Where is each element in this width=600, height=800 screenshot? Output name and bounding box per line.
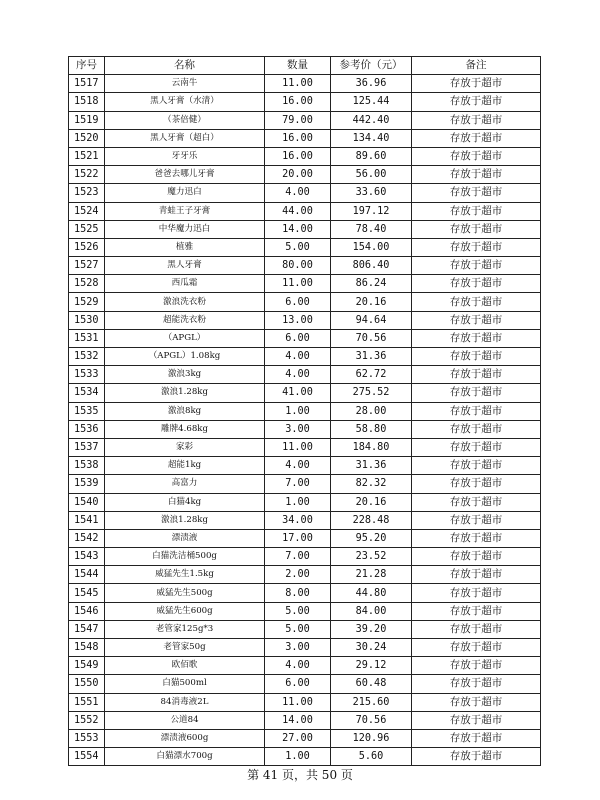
table-row	[69, 457, 541, 475]
header-name: 名称	[105, 57, 265, 75]
cell-index: 1530	[69, 311, 105, 329]
cell-remarks: 存放于超市	[412, 293, 541, 311]
cell-remarks: 存放于超市	[412, 639, 541, 657]
cell-index: 1533	[69, 366, 105, 384]
cell-index: 1542	[69, 529, 105, 547]
cell-remarks: 存放于超市	[412, 584, 541, 602]
cell-remarks: 存放于超市	[412, 329, 541, 347]
cell-name: 黑人牙膏（超白）	[105, 129, 265, 147]
cell-index: 1538	[69, 457, 105, 475]
cell-quantity: 7.00	[265, 548, 331, 566]
cell-remarks: 存放于超市	[412, 711, 541, 729]
cell-index: 1544	[69, 566, 105, 584]
cell-name: 牙牙乐	[105, 147, 265, 165]
cell-quantity: 6.00	[265, 293, 331, 311]
cell-name: 白猫漂水700g	[105, 748, 265, 766]
cell-name: 魔力迅白	[105, 184, 265, 202]
table-row	[69, 129, 541, 147]
cell-remarks: 存放于超市	[412, 620, 541, 638]
cell-index: 1528	[69, 275, 105, 293]
cell-reference-price: 442.40	[331, 111, 412, 129]
cell-reference-price: 5.60	[331, 748, 412, 766]
cell-quantity: 6.00	[265, 329, 331, 347]
cell-index: 1553	[69, 729, 105, 747]
cell-remarks: 存放于超市	[412, 402, 541, 420]
table-row	[69, 275, 541, 293]
cell-index: 1543	[69, 548, 105, 566]
cell-reference-price: 44.80	[331, 584, 412, 602]
cell-quantity: 79.00	[265, 111, 331, 129]
cell-name: 老管家125g*3	[105, 620, 265, 638]
header-remarks: 备注	[412, 57, 541, 75]
cell-reference-price: 275.52	[331, 384, 412, 402]
cell-name: 欧佰歌	[105, 657, 265, 675]
cell-reference-price: 30.24	[331, 639, 412, 657]
cell-reference-price: 184.80	[331, 438, 412, 456]
table-row	[69, 729, 541, 747]
cell-remarks: 存放于超市	[412, 147, 541, 165]
cell-name: 超能洗衣粉	[105, 311, 265, 329]
cell-reference-price: 228.48	[331, 511, 412, 529]
header-row	[69, 57, 541, 75]
cell-name: 激浪洗衣粉	[105, 293, 265, 311]
cell-name: 84消毒液2L	[105, 693, 265, 711]
cell-name: 公道84	[105, 711, 265, 729]
cell-index: 1521	[69, 147, 105, 165]
table-row	[69, 493, 541, 511]
cell-reference-price: 31.36	[331, 457, 412, 475]
cell-reference-price: 154.00	[331, 238, 412, 256]
table-row	[69, 402, 541, 420]
cell-name: （APGL）	[105, 329, 265, 347]
cell-index: 1554	[69, 748, 105, 766]
cell-remarks: 存放于超市	[412, 548, 541, 566]
cell-quantity: 5.00	[265, 238, 331, 256]
cell-remarks: 存放于超市	[412, 202, 541, 220]
inventory-table	[68, 56, 541, 766]
cell-name: （APGL）1.08kg	[105, 348, 265, 366]
cell-name: 激浪8kg	[105, 402, 265, 420]
cell-index: 1536	[69, 420, 105, 438]
cell-quantity: 11.00	[265, 75, 331, 93]
cell-remarks: 存放于超市	[412, 166, 541, 184]
cell-quantity: 14.00	[265, 220, 331, 238]
cell-name: 白猫500ml	[105, 675, 265, 693]
cell-quantity: 4.00	[265, 348, 331, 366]
cell-quantity: 5.00	[265, 620, 331, 638]
cell-index: 1547	[69, 620, 105, 638]
table-row	[69, 329, 541, 347]
table-row	[69, 311, 541, 329]
cell-reference-price: 20.16	[331, 293, 412, 311]
cell-quantity: 2.00	[265, 566, 331, 584]
cell-index: 1540	[69, 493, 105, 511]
cell-name: 雕牌4.68kg	[105, 420, 265, 438]
table-row	[69, 602, 541, 620]
cell-index: 1532	[69, 348, 105, 366]
cell-index: 1552	[69, 711, 105, 729]
cell-remarks: 存放于超市	[412, 311, 541, 329]
cell-name: 威猛先生600g	[105, 602, 265, 620]
cell-quantity: 6.00	[265, 675, 331, 693]
table-row	[69, 475, 541, 493]
cell-index: 1539	[69, 475, 105, 493]
table-row	[69, 620, 541, 638]
cell-reference-price: 125.44	[331, 93, 412, 111]
table-row	[69, 166, 541, 184]
cell-remarks: 存放于超市	[412, 75, 541, 93]
cell-name: 超能1kg	[105, 457, 265, 475]
cell-index: 1550	[69, 675, 105, 693]
cell-reference-price: 70.56	[331, 711, 412, 729]
table-row	[69, 384, 541, 402]
cell-remarks: 存放于超市	[412, 93, 541, 111]
table-row	[69, 202, 541, 220]
cell-name: 黑人牙膏	[105, 257, 265, 275]
cell-quantity: 17.00	[265, 529, 331, 547]
cell-quantity: 4.00	[265, 366, 331, 384]
cell-name: 青蛙王子牙膏	[105, 202, 265, 220]
cell-remarks: 存放于超市	[412, 384, 541, 402]
cell-name: 黑人牙膏（水清）	[105, 93, 265, 111]
table-row	[69, 748, 541, 766]
cell-index: 1519	[69, 111, 105, 129]
cell-quantity: 4.00	[265, 457, 331, 475]
cell-reference-price: 33.60	[331, 184, 412, 202]
cell-reference-price: 134.40	[331, 129, 412, 147]
cell-reference-price: 215.60	[331, 693, 412, 711]
cell-quantity: 1.00	[265, 493, 331, 511]
cell-reference-price: 56.00	[331, 166, 412, 184]
cell-index: 1548	[69, 639, 105, 657]
cell-index: 1546	[69, 602, 105, 620]
cell-reference-price: 29.12	[331, 657, 412, 675]
cell-remarks: 存放于超市	[412, 366, 541, 384]
cell-reference-price: 62.72	[331, 366, 412, 384]
table-row	[69, 548, 541, 566]
cell-quantity: 16.00	[265, 147, 331, 165]
table-row	[69, 220, 541, 238]
cell-remarks: 存放于超市	[412, 420, 541, 438]
cell-reference-price: 86.24	[331, 275, 412, 293]
cell-reference-price: 39.20	[331, 620, 412, 638]
cell-remarks: 存放于超市	[412, 220, 541, 238]
cell-name: 老管家50g	[105, 639, 265, 657]
cell-reference-price: 70.56	[331, 329, 412, 347]
header-reference-price: 参考价（元）	[331, 57, 412, 75]
cell-remarks: 存放于超市	[412, 184, 541, 202]
cell-reference-price: 60.48	[331, 675, 412, 693]
table-row	[69, 348, 541, 366]
cell-remarks: 存放于超市	[412, 657, 541, 675]
table-row	[69, 93, 541, 111]
cell-quantity: 11.00	[265, 693, 331, 711]
table-row	[69, 238, 541, 256]
cell-reference-price: 21.28	[331, 566, 412, 584]
cell-quantity: 3.00	[265, 639, 331, 657]
cell-quantity: 5.00	[265, 602, 331, 620]
cell-name: 西瓜霜	[105, 275, 265, 293]
cell-name: 高富力	[105, 475, 265, 493]
cell-remarks: 存放于超市	[412, 493, 541, 511]
cell-remarks: 存放于超市	[412, 238, 541, 256]
cell-quantity: 3.00	[265, 420, 331, 438]
cell-remarks: 存放于超市	[412, 275, 541, 293]
cell-index: 1551	[69, 693, 105, 711]
cell-index: 1549	[69, 657, 105, 675]
cell-reference-price: 84.00	[331, 602, 412, 620]
cell-remarks: 存放于超市	[412, 129, 541, 147]
cell-remarks: 存放于超市	[412, 511, 541, 529]
cell-index: 1535	[69, 402, 105, 420]
cell-index: 1527	[69, 257, 105, 275]
cell-remarks: 存放于超市	[412, 675, 541, 693]
cell-quantity: 16.00	[265, 129, 331, 147]
cell-index: 1525	[69, 220, 105, 238]
cell-remarks: 存放于超市	[412, 693, 541, 711]
header-quantity: 数量	[265, 57, 331, 75]
cell-reference-price: 23.52	[331, 548, 412, 566]
table-row	[69, 147, 541, 165]
cell-name: 激浪3kg	[105, 366, 265, 384]
table-row	[69, 511, 541, 529]
cell-quantity: 11.00	[265, 275, 331, 293]
cell-name: 家彩	[105, 438, 265, 456]
cell-quantity: 1.00	[265, 748, 331, 766]
cell-index: 1524	[69, 202, 105, 220]
cell-reference-price: 95.20	[331, 529, 412, 547]
cell-index: 1518	[69, 93, 105, 111]
cell-name: 白猫洗洁桶500g	[105, 548, 265, 566]
cell-index: 1531	[69, 329, 105, 347]
cell-quantity: 13.00	[265, 311, 331, 329]
cell-quantity: 4.00	[265, 657, 331, 675]
cell-quantity: 14.00	[265, 711, 331, 729]
cell-reference-price: 78.40	[331, 220, 412, 238]
cell-name: 植雅	[105, 238, 265, 256]
cell-name: 漂渍液600g	[105, 729, 265, 747]
table-row	[69, 366, 541, 384]
cell-remarks: 存放于超市	[412, 438, 541, 456]
cell-reference-price: 36.96	[331, 75, 412, 93]
cell-remarks: 存放于超市	[412, 111, 541, 129]
cell-name: 激浪1.28kg	[105, 384, 265, 402]
table-row	[69, 257, 541, 275]
cell-quantity: 1.00	[265, 402, 331, 420]
cell-name: 爸爸去哪儿牙膏	[105, 166, 265, 184]
page-footer: 第 41 页，共 50 页	[247, 768, 353, 782]
cell-index: 1541	[69, 511, 105, 529]
cell-name: 云南牛	[105, 75, 265, 93]
cell-reference-price: 82.32	[331, 475, 412, 493]
table-row	[69, 111, 541, 129]
cell-remarks: 存放于超市	[412, 529, 541, 547]
header-index: 序号	[69, 57, 105, 75]
cell-reference-price: 31.36	[331, 348, 412, 366]
table-row	[69, 529, 541, 547]
cell-name: 威猛先生1.5kg	[105, 566, 265, 584]
table-row	[69, 711, 541, 729]
cell-quantity: 20.00	[265, 166, 331, 184]
table-row	[69, 584, 541, 602]
table-row	[69, 438, 541, 456]
cell-index: 1522	[69, 166, 105, 184]
cell-reference-price: 197.12	[331, 202, 412, 220]
cell-index: 1545	[69, 584, 105, 602]
cell-index: 1534	[69, 384, 105, 402]
cell-reference-price: 58.80	[331, 420, 412, 438]
table-row	[69, 693, 541, 711]
cell-remarks: 存放于超市	[412, 566, 541, 584]
cell-reference-price: 806.40	[331, 257, 412, 275]
cell-reference-price: 20.16	[331, 493, 412, 511]
cell-reference-price: 94.64	[331, 311, 412, 329]
cell-quantity: 41.00	[265, 384, 331, 402]
cell-remarks: 存放于超市	[412, 748, 541, 766]
cell-quantity: 4.00	[265, 184, 331, 202]
cell-remarks: 存放于超市	[412, 602, 541, 620]
table-row	[69, 420, 541, 438]
cell-remarks: 存放于超市	[412, 475, 541, 493]
cell-name: 中华魔力迅白	[105, 220, 265, 238]
cell-reference-price: 120.96	[331, 729, 412, 747]
cell-remarks: 存放于超市	[412, 257, 541, 275]
table-row	[69, 657, 541, 675]
table-row	[69, 639, 541, 657]
cell-remarks: 存放于超市	[412, 348, 541, 366]
cell-remarks: 存放于超市	[412, 457, 541, 475]
cell-quantity: 27.00	[265, 729, 331, 747]
cell-quantity: 80.00	[265, 257, 331, 275]
cell-quantity: 7.00	[265, 475, 331, 493]
cell-index: 1517	[69, 75, 105, 93]
cell-index: 1526	[69, 238, 105, 256]
table-row	[69, 675, 541, 693]
cell-quantity: 11.00	[265, 438, 331, 456]
cell-remarks: 存放于超市	[412, 729, 541, 747]
cell-index: 1537	[69, 438, 105, 456]
cell-reference-price: 28.00	[331, 402, 412, 420]
cell-name: 激浪1.28kg	[105, 511, 265, 529]
cell-index: 1529	[69, 293, 105, 311]
cell-quantity: 34.00	[265, 511, 331, 529]
cell-quantity: 8.00	[265, 584, 331, 602]
table-row	[69, 293, 541, 311]
cell-quantity: 16.00	[265, 93, 331, 111]
cell-name: 威猛先生500g	[105, 584, 265, 602]
cell-name: 白猫4kg	[105, 493, 265, 511]
cell-index: 1523	[69, 184, 105, 202]
cell-index: 1520	[69, 129, 105, 147]
table-row	[69, 75, 541, 93]
cell-name: （茶倍健）	[105, 111, 265, 129]
cell-quantity: 44.00	[265, 202, 331, 220]
table-row	[69, 184, 541, 202]
table-row	[69, 566, 541, 584]
cell-name: 漂渍液	[105, 529, 265, 547]
cell-reference-price: 89.60	[331, 147, 412, 165]
